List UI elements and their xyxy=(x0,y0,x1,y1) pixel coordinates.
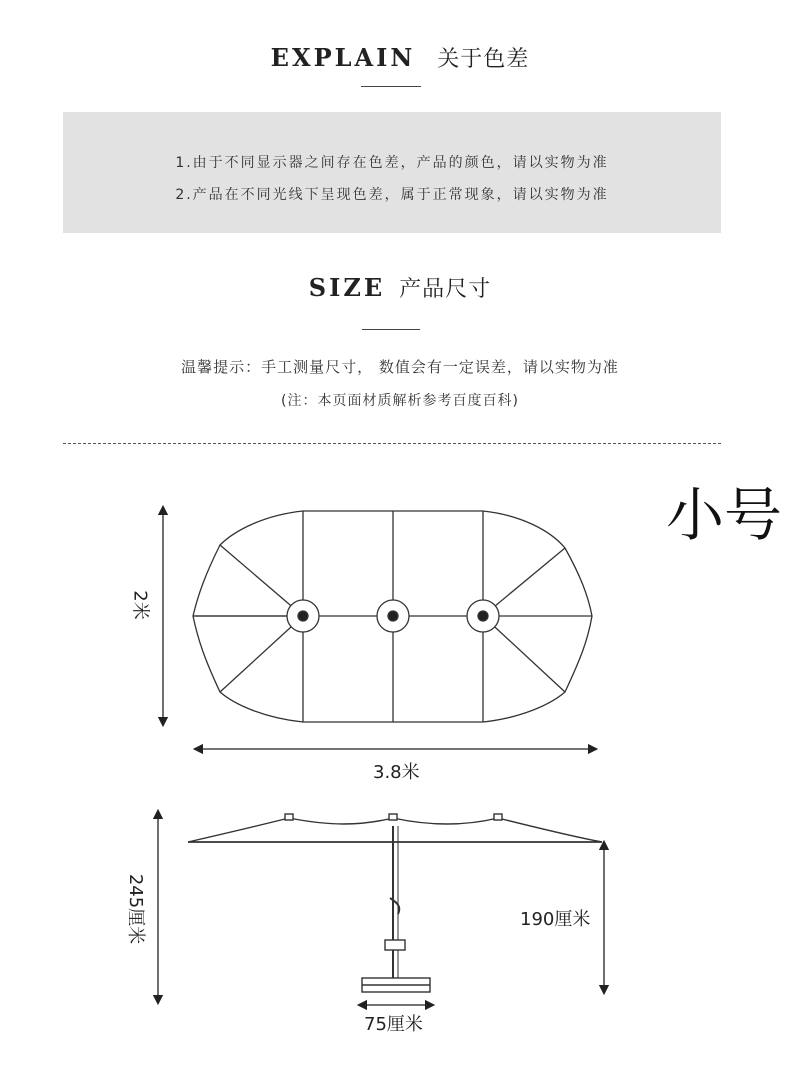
explain-line-1: 1.由于不同显示器之间存在色差，产品的颜色，请以实物为准 xyxy=(175,155,609,171)
dashed-divider xyxy=(63,443,721,444)
size-variant-label: 小号 xyxy=(665,481,782,549)
size-title-cn: 产品尺寸 xyxy=(399,277,492,302)
base-width-label: 75厘米 xyxy=(364,1014,423,1035)
umbrella-side-view xyxy=(188,814,602,992)
explain-title-en: EXPLAIN xyxy=(270,43,416,72)
top-width-label: 3.8米 xyxy=(373,762,420,783)
source-note: (注：本页面材质解析参考百度百科) xyxy=(281,393,519,409)
top-depth-label: 2米 xyxy=(129,590,151,620)
measure-tip: 温馨提示：手工测量尺寸， 数值会有一定误差，请以实物为准 xyxy=(181,358,619,376)
size-title-en: SIZE xyxy=(308,273,386,302)
explain-heading xyxy=(0,42,800,73)
explain-box xyxy=(63,112,721,233)
size-heading xyxy=(0,272,800,303)
canopy-top-view xyxy=(193,511,592,722)
explain-divider xyxy=(361,86,421,87)
total-height-label: 245厘米 xyxy=(125,873,147,945)
explain-title-cn: 关于色差 xyxy=(437,47,530,72)
size-divider xyxy=(362,329,420,330)
canopy-height-label: 190厘米 xyxy=(520,909,591,930)
explain-line-2: 2.产品在不同光线下呈现色差，属于正常现象，请以实物为准 xyxy=(175,187,609,203)
